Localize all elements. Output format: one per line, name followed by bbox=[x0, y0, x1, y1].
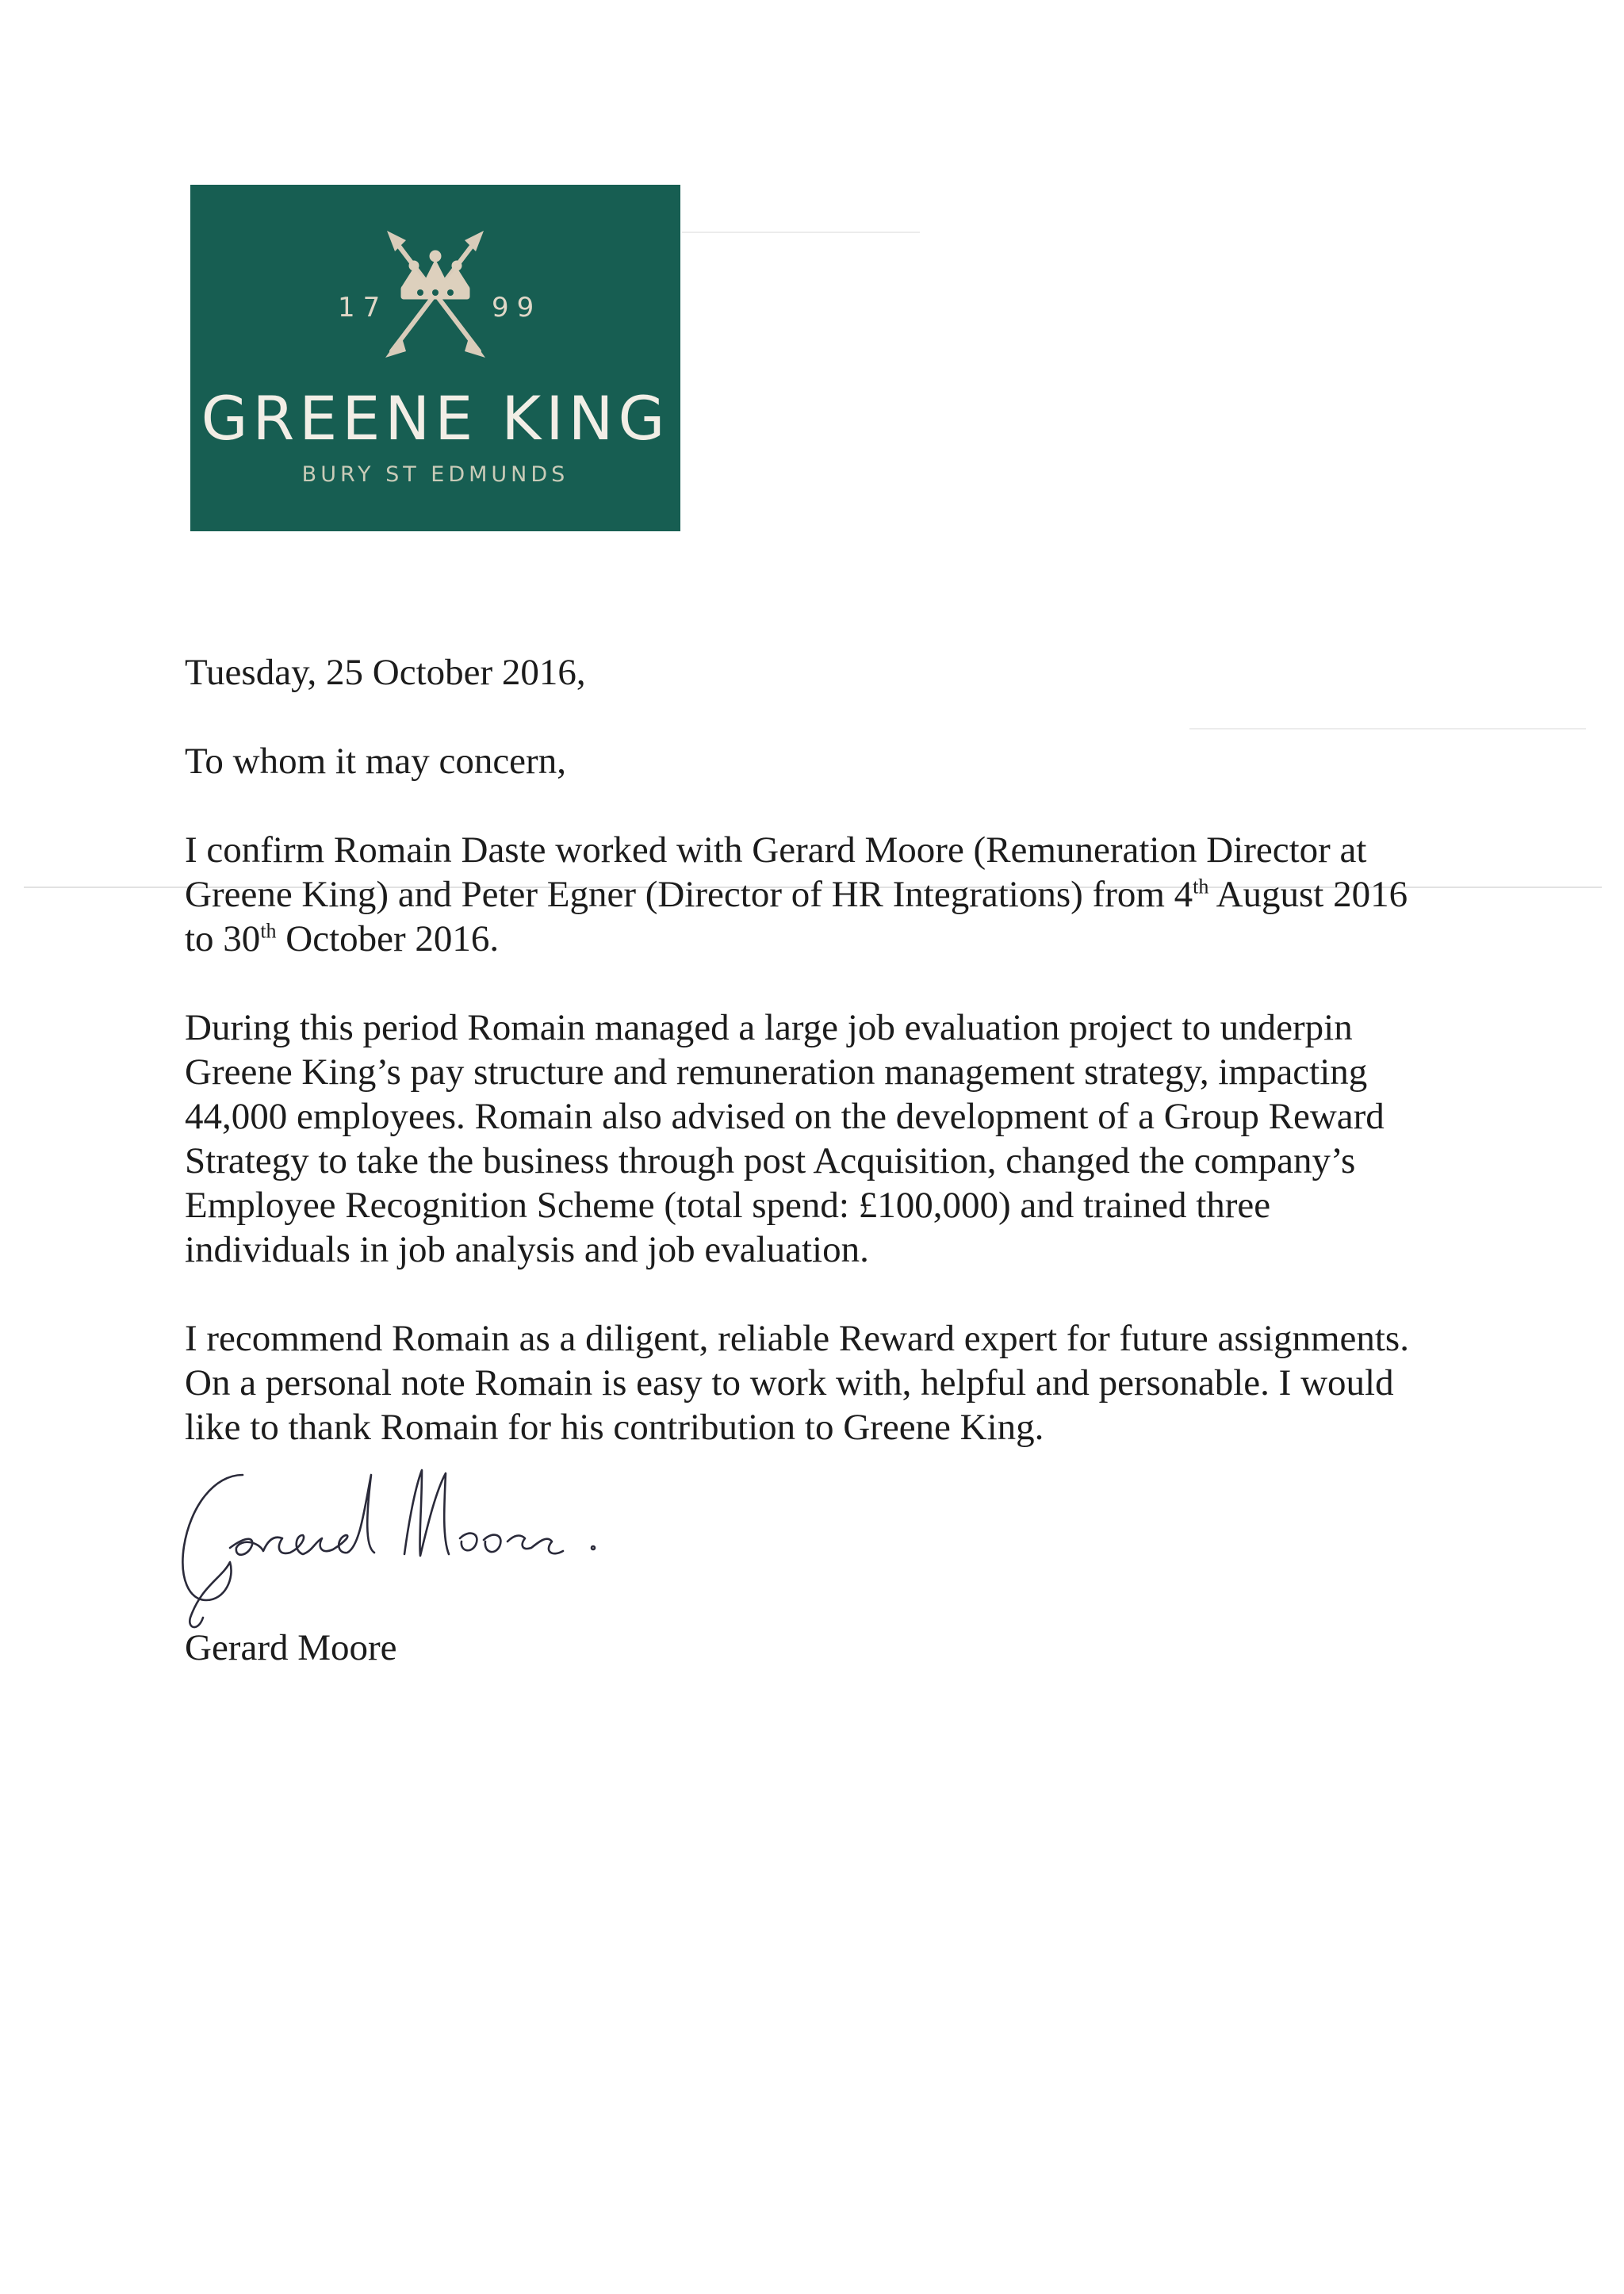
letter-body bbox=[185, 650, 1422, 1494]
para1-sup-b: th bbox=[260, 919, 277, 943]
scan-artefact bbox=[682, 232, 920, 233]
handwritten-signature bbox=[167, 1459, 674, 1641]
letter-date: Tuesday, 25 October 2016, bbox=[185, 652, 586, 693]
year-left: 17 bbox=[338, 292, 389, 324]
para1-text-c: October 2016. bbox=[276, 918, 500, 959]
year-right: 99 bbox=[492, 292, 542, 324]
letter-paragraph-recommendation: I recommend Romain as a diligent, reliable Reward expert for future assignments. On a personal note Romain is easy to work with, helpful and personable. I would like to thank Romain for his contribution to Greene King. bbox=[185, 1318, 1409, 1448]
letter-salutation: To whom it may concern, bbox=[185, 741, 566, 782]
brand-location: BURY ST EDMUNDS bbox=[301, 462, 569, 487]
para1-text-a: I confirm Romain Daste worked with Gerard Moore (Remuneration Director at Greene King) and Peter Egner (Director of HR Integrations) from 4 bbox=[185, 829, 1367, 915]
greene-king-logo bbox=[190, 185, 680, 531]
crown-crossed-arrows-icon bbox=[190, 216, 680, 359]
brand-name: GREENE KING bbox=[201, 383, 670, 454]
signer-name: Gerard Moore bbox=[185, 1627, 397, 1668]
letter-paragraph-achievements: During this period Romain managed a large job evaluation project to underpin Greene King’s pay structure and remuneration management strategy, impacting 44,000 employees. Romain also advised on the development of a Group Reward Strategy to take the business through post Acquisition, changed the company’s Employee Recognition Scheme (total spend: £100,000) and trained three individuals in job analysis and job evaluation. bbox=[185, 1007, 1385, 1270]
letter-paragraph-employment bbox=[185, 828, 1422, 961]
para1-sup-a: th bbox=[1193, 875, 1209, 898]
para1-text-b: August 2016 to 30 bbox=[185, 874, 1408, 959]
